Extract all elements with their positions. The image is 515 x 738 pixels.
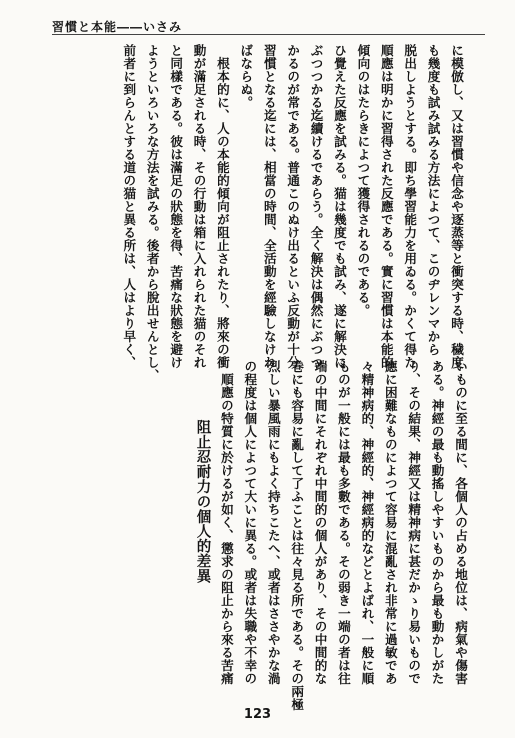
text-line: いものに至る間に、各個人の占める地位は、病氣や傷害 bbox=[453, 360, 468, 685]
text-line: ようといろいろな方法を試みる。後者から脫出せんとし、 bbox=[144, 44, 160, 382]
text-line: 烈しい暴風雨にもよく持ちこたへ、或者はささやかな渦 bbox=[265, 360, 281, 685]
lower-text-block bbox=[52, 360, 472, 711]
text-line: 端の中間にそれぞれ中間的の個人があり、その中間的な bbox=[312, 360, 328, 685]
text-line: 順應は明かに習得された反應である。實に習慣は本能的 bbox=[378, 44, 394, 369]
running-header: 習慣と本能――いさみ bbox=[52, 20, 183, 34]
upper-text-block bbox=[52, 44, 468, 382]
text-line: 々精神病的、神經的、神經病的などとよばれ、一般に順 bbox=[359, 360, 375, 685]
text-line: と同樣である。彼は滿足の狀態を得、苦痛な狀態を避け bbox=[168, 44, 184, 369]
text-line: 順應の特質に於けるが如く、懲求の阻止から來る苦痛 bbox=[218, 360, 234, 685]
page-number: 123 bbox=[243, 707, 272, 722]
section-heading: 阻止忍耐力の個人的差異 bbox=[194, 360, 212, 584]
text-line: ひ覺えた反應を試みる。猫は幾度でも試み、遂に解決に bbox=[331, 44, 347, 369]
text-line: ある。神經の最も動搖しやすいものから最も動かしがた bbox=[429, 360, 445, 685]
text-line: 根本的に、人の本能的傾向が阻止されたり、將來の衝 bbox=[214, 44, 230, 369]
text-line: 前者に到らんとする道の猫と異る所は、人はより早く、 bbox=[121, 44, 137, 369]
text-line: 傾向のはたらきによつて獲得されるのである。 bbox=[355, 44, 371, 317]
text-line: も幾度も試み試みる方法によつて、このヂレンマから bbox=[425, 44, 441, 356]
text-line: ぶつつかる迄續けるであらう。全く解決は偶然にぶつつ bbox=[308, 44, 324, 369]
text-line: ものが一般には最も多數である。その弱き一端の者は往 bbox=[335, 360, 351, 685]
text-line: 脱出しようとする。即ち學習能力を用ゐる。かくて得た bbox=[402, 44, 418, 369]
header-rule bbox=[52, 34, 485, 35]
text-line: り、その結果、神經又は精神病に甚だかゝり易いもので bbox=[406, 360, 422, 685]
text-line: に模倣し、又は習慣や信念や逐蒸等と衝突する時、穢度 bbox=[449, 44, 464, 369]
text-line: かるのが常である。普通このぬけ出るといふ反動が十分 bbox=[285, 44, 301, 369]
text-line: の程度は個人によつて大いに異る。或者は失職や不幸の bbox=[242, 360, 258, 685]
text-line: 習慣となる迄には、相當の時間、全活動を經驗しなけれ bbox=[261, 44, 277, 369]
text-line: ばならぬ。 bbox=[238, 44, 254, 109]
text-line: 動が滿足される時、その行動は箱に入れられた猫のそれ bbox=[191, 44, 207, 369]
text-line: 巻にも容易に亂して了ふことは往々見る所である。その兩極 bbox=[289, 360, 305, 711]
text-line: 應に困難なものによつて容易に混亂され非常に過敏であ bbox=[382, 360, 398, 685]
